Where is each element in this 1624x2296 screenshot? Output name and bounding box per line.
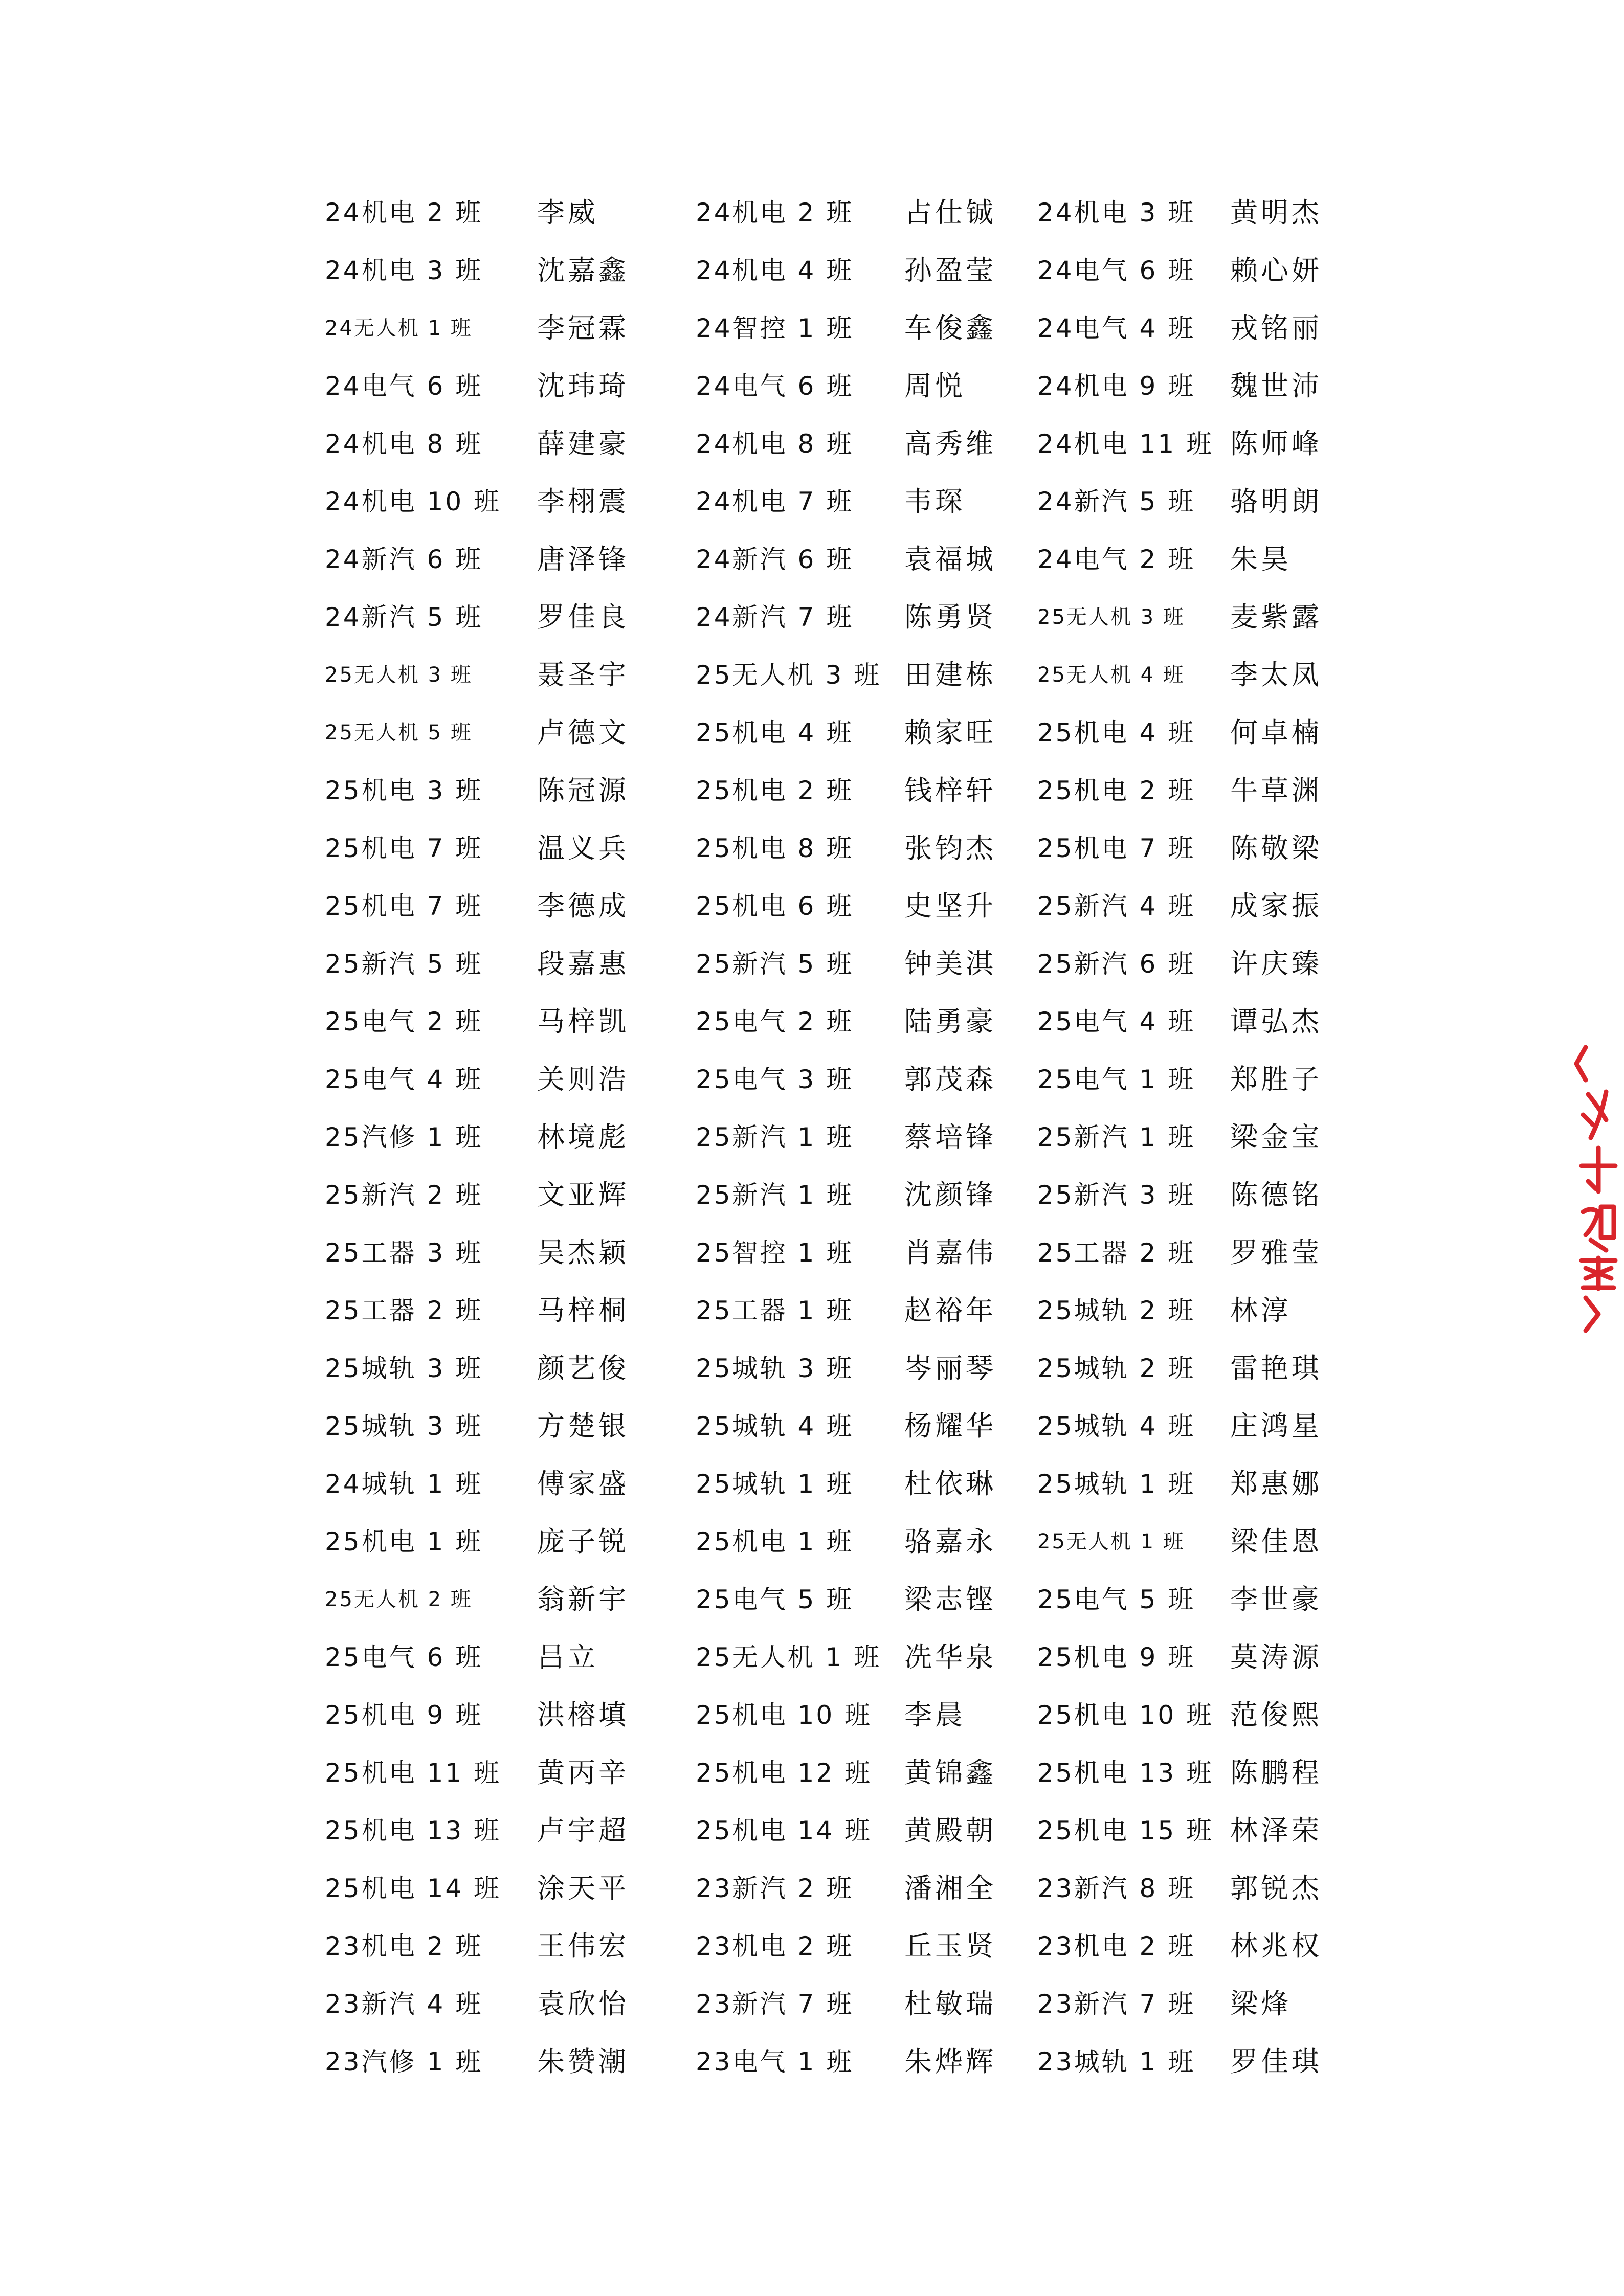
class-cell: 24机电 3 班 [325, 256, 483, 285]
class-cell: 25城轨 2 班 [1037, 1354, 1196, 1383]
name-cell: 庄鸿星 [1230, 1410, 1322, 1442]
name-cell: 韦琛 [904, 485, 966, 517]
name-cell: 范俊熙 [1230, 1699, 1322, 1731]
class-cell: 25机电 10 班 [696, 1700, 873, 1730]
name-cell: 涂天平 [537, 1872, 629, 1904]
class-cell: 23电气 1 班 [696, 2047, 854, 2077]
name-cell: 李世豪 [1230, 1583, 1322, 1615]
class-cell: 25无人机 3 班 [325, 663, 473, 687]
name-cell: 麦紫露 [1230, 601, 1322, 633]
name-cell: 方楚银 [537, 1410, 629, 1442]
class-cell: 24机电 8 班 [696, 429, 854, 459]
table-row [0, 2033, 1624, 2090]
class-cell: 25新汽 1 班 [1037, 1122, 1196, 1152]
class-cell: 24新汽 5 班 [1037, 487, 1196, 516]
class-cell: 25城轨 2 班 [1037, 1296, 1196, 1325]
name-cell: 文亚辉 [537, 1179, 629, 1211]
name-cell: 卢宇超 [537, 1814, 629, 1847]
class-cell: 25机电 14 班 [325, 1874, 502, 1903]
class-cell: 24新汽 6 班 [696, 545, 854, 574]
name-cell: 郭锐杰 [1230, 1872, 1322, 1904]
class-cell: 25城轨 4 班 [696, 1411, 854, 1441]
table-row [0, 704, 1624, 761]
class-cell: 24机电 10 班 [325, 487, 502, 516]
name-cell: 何卓楠 [1230, 716, 1322, 749]
class-cell: 24新汽 7 班 [696, 602, 854, 632]
class-cell: 24新汽 5 班 [325, 602, 483, 632]
table-row [0, 415, 1624, 472]
name-cell: 郑惠娜 [1230, 1468, 1322, 1500]
class-cell: 23机电 2 班 [325, 1931, 483, 1961]
class-cell: 25机电 2 班 [1037, 776, 1196, 805]
class-cell: 24新汽 6 班 [325, 545, 483, 574]
table-row [0, 242, 1624, 299]
name-cell: 孙盈莹 [904, 254, 996, 286]
name-cell: 戎铭丽 [1230, 312, 1322, 344]
name-cell: 林境彪 [537, 1121, 629, 1153]
name-cell: 黄明杰 [1230, 196, 1322, 229]
name-cell: 李晨 [904, 1699, 966, 1731]
name-cell: 唐泽锋 [537, 543, 629, 575]
table-row [0, 993, 1624, 1050]
name-cell: 许庆臻 [1230, 948, 1322, 980]
class-cell: 24机电 9 班 [1037, 371, 1196, 401]
class-cell: 24机电 3 班 [1037, 198, 1196, 228]
class-cell: 25机电 11 班 [325, 1758, 502, 1788]
table-row [0, 646, 1624, 704]
table-row [0, 357, 1624, 415]
name-cell: 莫涛源 [1230, 1641, 1322, 1673]
table-row [0, 1975, 1624, 2033]
class-cell: 23新汽 4 班 [325, 1989, 483, 2019]
class-cell: 25无人机 5 班 [325, 721, 473, 745]
class-cell: 25新汽 1 班 [696, 1180, 854, 1210]
name-cell: 傅家盛 [537, 1468, 629, 1500]
name-cell: 陈勇贤 [904, 601, 996, 633]
class-cell: 25无人机 1 班 [696, 1642, 882, 1672]
class-cell: 25无人机 1 班 [1037, 1530, 1185, 1554]
name-cell: 温义兵 [537, 832, 629, 864]
class-cell: 25工器 1 班 [696, 1296, 854, 1325]
name-cell: 钟美淇 [904, 948, 996, 980]
name-cell: 李威 [537, 196, 598, 229]
class-cell: 23汽修 1 班 [325, 2047, 483, 2077]
name-cell: 段嘉惠 [537, 948, 629, 980]
name-cell: 陈冠源 [537, 774, 629, 806]
name-cell: 袁福城 [904, 543, 996, 575]
name-cell: 高秀维 [904, 427, 996, 460]
name-cell: 梁佳恩 [1230, 1525, 1322, 1558]
class-cell: 24电气 6 班 [325, 371, 483, 401]
class-cell: 25工器 2 班 [325, 1296, 483, 1325]
name-cell: 郭茂森 [904, 1063, 996, 1095]
class-cell: 24电气 4 班 [1037, 313, 1196, 343]
class-cell: 25智控 1 班 [696, 1238, 854, 1268]
name-cell: 林泽荣 [1230, 1814, 1322, 1847]
table-row [0, 935, 1624, 993]
table-row [0, 589, 1624, 646]
table-row [0, 1513, 1624, 1570]
class-cell: 24电气 6 班 [1037, 256, 1196, 285]
name-cell: 岑丽琴 [904, 1352, 996, 1384]
class-cell: 24机电 2 班 [325, 198, 483, 228]
class-cell: 25新汽 6 班 [1037, 949, 1196, 979]
class-cell: 25城轨 1 班 [696, 1469, 854, 1499]
class-cell: 25电气 2 班 [696, 1007, 854, 1037]
class-cell: 25电气 1 班 [1037, 1065, 1196, 1094]
class-cell: 25新汽 4 班 [1037, 891, 1196, 921]
table-row [0, 820, 1624, 877]
table-row [0, 1398, 1624, 1455]
class-cell: 23新汽 8 班 [1037, 1874, 1196, 1903]
table-row [0, 300, 1624, 357]
name-cell: 卢德文 [537, 716, 629, 749]
class-cell: 23新汽 7 班 [696, 1989, 854, 2019]
class-cell: 25机电 1 班 [325, 1527, 483, 1557]
class-cell: 25城轨 3 班 [325, 1411, 483, 1441]
name-cell: 冼华泉 [904, 1641, 996, 1673]
class-cell: 24机电 8 班 [325, 429, 483, 459]
class-cell: 25机电 3 班 [325, 776, 483, 805]
class-cell: 25电气 6 班 [325, 1642, 483, 1672]
class-cell: 25机电 2 班 [696, 776, 854, 805]
name-cell: 陈敬梁 [1230, 832, 1322, 864]
name-cell: 罗雅莹 [1230, 1236, 1322, 1269]
name-cell: 陈师峰 [1230, 427, 1322, 460]
name-cell: 黄锦鑫 [904, 1757, 996, 1789]
name-cell: 陆勇豪 [904, 1005, 996, 1038]
class-cell: 24电气 6 班 [696, 371, 854, 401]
name-cell: 钱梓轩 [904, 774, 996, 806]
class-cell: 25电气 4 班 [325, 1065, 483, 1094]
table-row [0, 1166, 1624, 1224]
class-cell: 25电气 5 班 [696, 1585, 854, 1614]
class-cell: 25城轨 3 班 [325, 1354, 483, 1383]
name-cell: 牛草渊 [1230, 774, 1322, 806]
name-cell: 梁烽 [1230, 1988, 1292, 2020]
class-cell: 25机电 4 班 [696, 718, 854, 748]
name-cell: 朱烨辉 [904, 2045, 996, 2078]
table-row [0, 531, 1624, 588]
name-cell: 李栩震 [537, 485, 629, 517]
class-cell: 23新汽 7 班 [1037, 1989, 1196, 2019]
name-cell: 成家振 [1230, 890, 1322, 922]
name-cell: 罗佳良 [537, 601, 629, 633]
table-row [0, 1282, 1624, 1339]
class-cell: 25机电 7 班 [1037, 834, 1196, 863]
name-cell: 洪榕填 [537, 1699, 629, 1731]
class-cell: 24机电 4 班 [696, 256, 854, 285]
class-cell: 24城轨 1 班 [325, 1469, 483, 1499]
name-cell: 聂圣宇 [537, 659, 629, 691]
class-cell: 25汽修 1 班 [325, 1122, 483, 1152]
class-cell: 25城轨 1 班 [1037, 1469, 1196, 1499]
name-cell: 翁新宇 [537, 1583, 629, 1615]
class-cell: 25工器 2 班 [1037, 1238, 1196, 1268]
name-cell: 黄殿朝 [904, 1814, 996, 1847]
name-cell: 肖嘉伟 [904, 1236, 996, 1269]
class-cell: 25无人机 3 班 [696, 660, 882, 690]
name-cell: 马梓桐 [537, 1294, 629, 1326]
class-cell: 25机电 1 班 [696, 1527, 854, 1557]
name-cell: 朱昊 [1230, 543, 1292, 575]
class-cell: 23机电 2 班 [696, 1931, 854, 1961]
class-cell: 25无人机 3 班 [1037, 605, 1185, 629]
class-cell: 24机电 7 班 [696, 487, 854, 516]
name-cell: 吴杰颖 [537, 1236, 629, 1269]
class-cell: 25机电 9 班 [1037, 1642, 1196, 1672]
class-cell: 25机电 9 班 [325, 1700, 483, 1730]
table-row [0, 1860, 1624, 1917]
name-cell: 骆嘉永 [904, 1525, 996, 1558]
name-cell: 张钧杰 [904, 832, 996, 864]
name-cell: 林淳 [1230, 1294, 1292, 1326]
class-cell: 25新汽 2 班 [325, 1180, 483, 1210]
class-cell: 25机电 7 班 [325, 834, 483, 863]
name-cell: 谭弘杰 [1230, 1005, 1322, 1038]
class-cell: 23新汽 2 班 [696, 1874, 854, 1903]
class-cell: 25无人机 2 班 [325, 1588, 473, 1611]
class-cell: 25机电 6 班 [696, 891, 854, 921]
class-cell: 25工器 3 班 [325, 1238, 483, 1268]
name-cell: 马梓凯 [537, 1005, 629, 1038]
table-row [0, 1109, 1624, 1166]
name-cell: 郑胜子 [1230, 1063, 1322, 1095]
name-cell: 关则浩 [537, 1063, 629, 1095]
name-cell: 李德成 [537, 890, 629, 922]
name-cell: 王伟宏 [537, 1930, 629, 1962]
class-cell: 25机电 4 班 [1037, 718, 1196, 748]
name-cell: 赖心妍 [1230, 254, 1322, 286]
table-row [0, 1455, 1624, 1513]
table-row [0, 1051, 1624, 1108]
name-cell: 李冠霖 [537, 312, 629, 344]
table-row [0, 1802, 1624, 1859]
name-cell: 雷艳琪 [1230, 1352, 1322, 1384]
name-cell: 薛建豪 [537, 427, 629, 460]
name-cell: 罗佳琪 [1230, 2045, 1322, 2078]
name-cell: 梁志铿 [904, 1583, 996, 1615]
class-cell: 25机电 8 班 [696, 834, 854, 863]
class-cell: 23城轨 1 班 [1037, 2047, 1196, 2077]
table-row [0, 1744, 1624, 1802]
name-cell: 李太凤 [1230, 659, 1322, 691]
class-cell: 25机电 13 班 [325, 1816, 502, 1845]
class-cell: 24无人机 1 班 [325, 317, 473, 340]
name-cell: 朱赞潮 [537, 2045, 629, 2078]
class-cell: 25机电 13 班 [1037, 1758, 1214, 1788]
name-cell: 杨耀华 [904, 1410, 996, 1442]
class-cell: 25机电 10 班 [1037, 1700, 1214, 1730]
name-cell: 陈鹏程 [1230, 1757, 1322, 1789]
class-cell: 25城轨 3 班 [696, 1354, 854, 1383]
name-cell: 史坚升 [904, 890, 996, 922]
name-cell: 丘玉贤 [904, 1930, 996, 1962]
class-cell: 25城轨 4 班 [1037, 1411, 1196, 1441]
name-cell: 周悦 [904, 370, 966, 402]
name-cell: 颜艺俊 [537, 1352, 629, 1384]
class-cell: 25新汽 1 班 [696, 1122, 854, 1152]
table-row [0, 473, 1624, 530]
class-cell: 25机电 12 班 [696, 1758, 873, 1788]
table-row [0, 1571, 1624, 1628]
class-cell: 25新汽 5 班 [325, 949, 483, 979]
class-cell: 25无人机 4 班 [1037, 663, 1185, 687]
name-cell: 黄丙辛 [537, 1757, 629, 1789]
class-cell: 24智控 1 班 [696, 313, 854, 343]
table-row [0, 877, 1624, 935]
name-cell: 袁欣怡 [537, 1988, 629, 2020]
table-row [0, 1340, 1624, 1397]
name-cell: 骆明朗 [1230, 485, 1322, 517]
class-cell: 25电气 5 班 [1037, 1585, 1196, 1614]
name-cell: 魏世沛 [1230, 370, 1322, 402]
name-cell: 赵裕年 [904, 1294, 996, 1326]
name-cell: 陈德铭 [1230, 1179, 1322, 1211]
name-cell: 沈嘉鑫 [537, 254, 629, 286]
seal-stamp-icon [1570, 1043, 1624, 1335]
class-cell: 25新汽 5 班 [696, 949, 854, 979]
table-row [0, 762, 1624, 819]
table-row [0, 1629, 1624, 1686]
class-cell: 24电气 2 班 [1037, 545, 1196, 574]
name-cell: 沈玮琦 [537, 370, 629, 402]
name-cell: 杜依琳 [904, 1468, 996, 1500]
name-cell: 沈颜锋 [904, 1179, 996, 1211]
class-cell: 25电气 3 班 [696, 1065, 854, 1094]
table-row [0, 1918, 1624, 1975]
table-row [0, 1224, 1624, 1281]
name-cell: 杜敏瑞 [904, 1988, 996, 2020]
name-cell: 庞子锐 [537, 1525, 629, 1558]
class-cell: 25电气 2 班 [325, 1007, 483, 1037]
class-cell: 24机电 11 班 [1037, 429, 1214, 459]
name-cell: 占仕铖 [904, 196, 996, 229]
class-cell: 24机电 2 班 [696, 198, 854, 228]
name-cell: 潘湘全 [904, 1872, 996, 1904]
name-cell: 赖家旺 [904, 716, 996, 749]
name-cell: 林兆权 [1230, 1930, 1322, 1962]
name-cell: 车俊鑫 [904, 312, 996, 344]
class-cell: 25机电 15 班 [1037, 1816, 1214, 1845]
class-cell: 25新汽 3 班 [1037, 1180, 1196, 1210]
name-cell: 蔡培锋 [904, 1121, 996, 1153]
name-cell: 梁金宝 [1230, 1121, 1322, 1153]
table-row [0, 184, 1624, 241]
name-cell: 吕立 [537, 1641, 598, 1673]
class-cell: 25机电 14 班 [696, 1816, 873, 1845]
name-cell: 田建栋 [904, 659, 996, 691]
class-cell: 23机电 2 班 [1037, 1931, 1196, 1961]
table-row [0, 1686, 1624, 1744]
class-cell: 25电气 4 班 [1037, 1007, 1196, 1037]
class-cell: 25机电 7 班 [325, 891, 483, 921]
